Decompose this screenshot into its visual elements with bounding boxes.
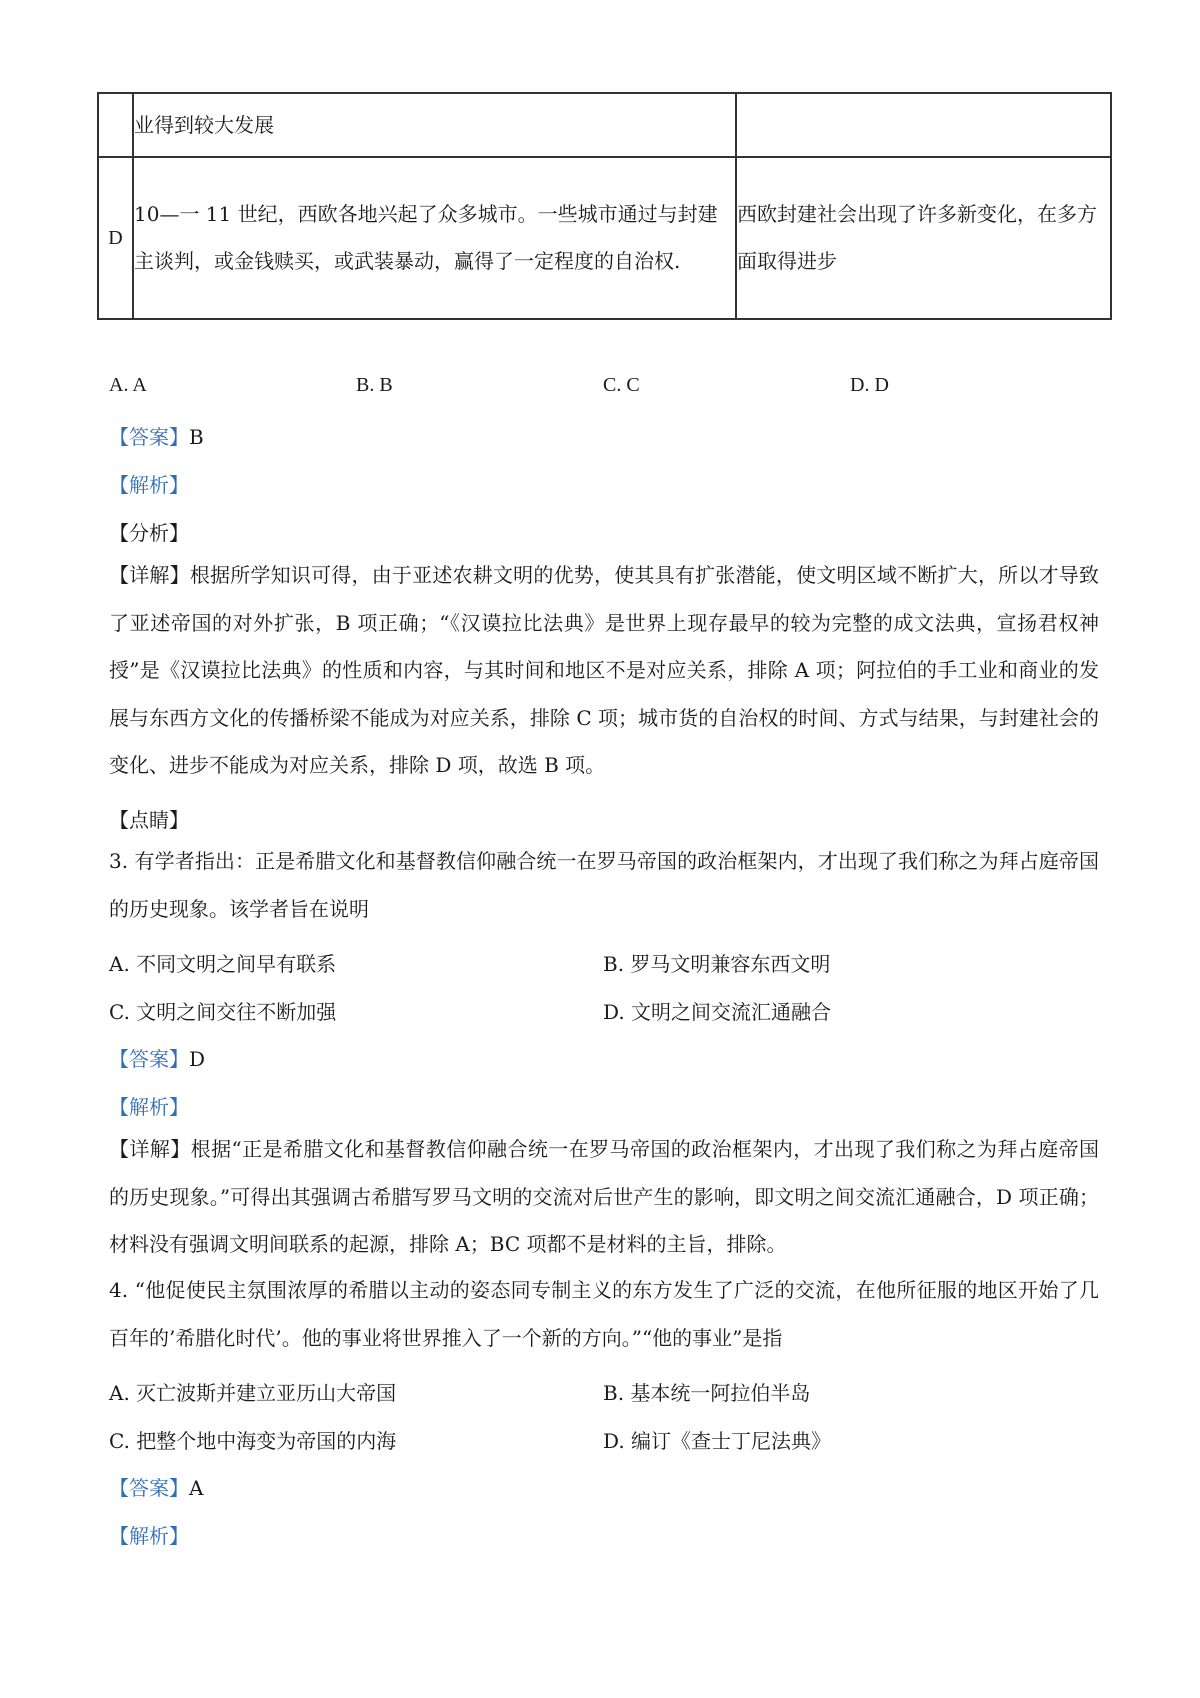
q2-fenxi-tag: 【分析】 xyxy=(109,521,189,545)
table-cell-event: 业得到较大发展 xyxy=(133,93,736,157)
q3-option-a: A. 不同文明之间早有联系 xyxy=(109,952,337,976)
detail-tag: 【详解】 xyxy=(109,1137,191,1161)
answer-tag: 【答案】 xyxy=(109,1047,189,1071)
q2-option-d: D. D xyxy=(850,374,889,396)
q2-option-b: B. B xyxy=(356,374,393,396)
q2-dianjing-tag: 【点睛】 xyxy=(109,808,189,832)
q4-option-b: B. 基本统一阿拉伯半岛 xyxy=(603,1381,811,1405)
q3-option-d: D. 文明之间交流汇通融合 xyxy=(603,1000,832,1024)
table-cell-letter xyxy=(98,93,133,157)
detail-tag: 【详解】 xyxy=(109,563,190,587)
q4-option-c: C. 把整个地中海变为帝国的内海 xyxy=(109,1429,397,1453)
answer-tag: 【答案】 xyxy=(109,425,189,449)
q4-analysis-tag: 【解析】 xyxy=(109,1524,189,1548)
q4-stem: 4. “他促使民主氛围浓厚的希腊以主动的姿态同专制主义的东方发生了广泛的交流，在他所征服的地区开始了几百年的’希腊化时代’。他的事业将世界推入了一个新的方向。”“他的事业”是指 xyxy=(109,1278,1099,1350)
q2-detail xyxy=(109,552,1099,790)
q2-option-c: C. C xyxy=(603,374,640,396)
q3-option-b: B. 罗马文明兼容东西文明 xyxy=(603,952,831,976)
q4-option-a: A. 灭亡波斯并建立亚历山大帝国 xyxy=(109,1381,397,1405)
q3-answer xyxy=(109,1043,205,1072)
table-row xyxy=(98,93,1111,157)
q3-analysis-tag: 【解析】 xyxy=(109,1095,189,1119)
q3-detail xyxy=(109,1126,1099,1269)
table-row xyxy=(98,157,1111,319)
table-cell-conclusion: 西欧封建社会出现了许多新变化，在多方面取得进步 xyxy=(736,157,1111,319)
answer-value: A xyxy=(189,1476,204,1500)
answer-tag: 【答案】 xyxy=(109,1476,189,1500)
detail-text: 根据“正是希腊文化和基督教信仰融合统一在罗马帝国的政治框架内，才出现了我们称之为拜占庭帝国的历史现象。”可得出其强调古希腊写罗马文明的交流对后世产生的影响，即文明之间交流汇通融合，D 项正确；材料没有强调文明间联系的起源，排除 A；BC 项都不是材料的主旨，排除。 xyxy=(109,1137,1099,1256)
answer-value: D xyxy=(189,1047,206,1071)
table-cell-event: 10—一 11 世纪，西欧各地兴起了众多城市。一些城市通过与封建主谈判，或金钱赎买，或武装暴动，赢得了一定程度的自治权. xyxy=(133,157,736,319)
q4-option-d: D. 编订《查士丁尼法典》 xyxy=(603,1429,832,1453)
table-cell-letter: D xyxy=(98,157,133,319)
q2-answer xyxy=(109,421,204,450)
detail-text: 根据所学知识可得，由于亚述农耕文明的优势，使其具有扩张潜能，使文明区域不断扩大，所以才导致了亚述帝国的对外扩张，B 项正确；“《汉谟拉比法典》是世界上现存最早的较为完整的成文法典，宣扬君权神授”是《汉谟拉比法典》的性质和内容，与其时间和地区不是对应关系，排除 A 项；阿拉伯的手工业和商业的发展与东西方文化的传播桥梁不能成为对应关系，排除 C 项；城市货的自治权的时间、方式与结果，与封建社会的变化、进步不能成为对应关系，排除 D 项，故选 B 项。 xyxy=(109,563,1100,777)
q2-option-a: A. A xyxy=(109,374,147,396)
q2-analysis-tag: 【解析】 xyxy=(109,473,189,497)
q4-answer xyxy=(109,1472,203,1501)
table-cell-conclusion xyxy=(736,93,1111,157)
q3-stem: 3. 有学者指出：正是希腊文化和基督教信仰融合统一在罗马帝国的政治框架内，才出现了我们称之为拜占庭帝国的历史现象。该学者旨在说明 xyxy=(109,849,1099,921)
comparison-table xyxy=(97,92,1112,320)
answer-value: B xyxy=(189,425,204,449)
q3-option-c: C. 文明之间交往不断加强 xyxy=(109,1000,337,1024)
